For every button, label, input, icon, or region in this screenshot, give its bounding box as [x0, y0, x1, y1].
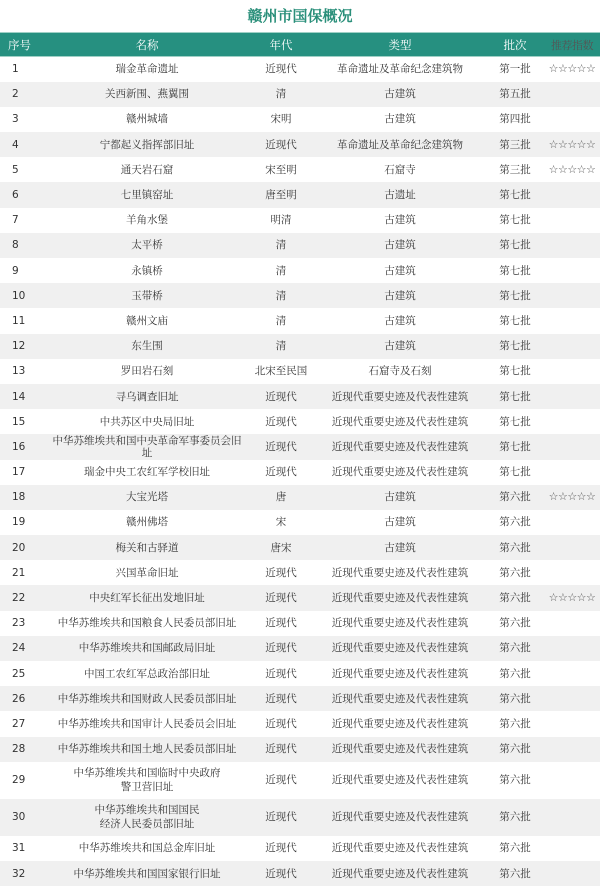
cell-type: 近现代重要史迹及代表性建筑	[331, 415, 469, 428]
cell-type: 古建筑	[384, 264, 416, 277]
table-row	[0, 485, 600, 510]
cell-rating-stars-icon	[544, 686, 600, 711]
cell-name: 中华苏维埃共和国邮政局旧址	[78, 642, 216, 655]
cell-name: 罗田岩石刻	[120, 365, 174, 378]
cell-no: 12	[12, 340, 26, 353]
cell-no: 16	[12, 440, 26, 453]
cell-era: 近现代	[265, 566, 297, 579]
cell-batch: 第六批	[499, 516, 531, 529]
cell-rating-stars-icon	[544, 737, 600, 762]
cell-era: 近现代	[265, 592, 297, 605]
cell-type: 近现代重要史迹及代表性建筑	[331, 667, 469, 680]
cell-type: 石窟寺	[384, 163, 416, 176]
cell-name: 瑞金革命遗址	[115, 63, 179, 76]
cell-era: 宋	[275, 516, 287, 529]
cell-era: 近现代	[265, 667, 297, 680]
cell-era: 清	[275, 340, 287, 353]
cell-no: 20	[12, 541, 26, 554]
cell-name: 通天岩石窟	[120, 163, 174, 176]
cell-name	[46, 762, 248, 799]
cell-name: 太平桥	[131, 239, 163, 252]
cell-name: 关西新围、燕翼围	[105, 88, 189, 101]
cell-name: 七里镇窑址	[120, 189, 174, 202]
cell-batch: 第六批	[499, 541, 531, 554]
cell-batch: 第六批	[499, 692, 531, 705]
table-body	[0, 57, 600, 887]
cell-era: 唐至明	[265, 189, 297, 202]
cell-rating-stars-icon	[544, 560, 600, 585]
cell-name: 玉带桥	[131, 289, 163, 302]
cell-type: 近现代重要史迹及代表性建筑	[331, 566, 469, 579]
cell-no: 7	[12, 214, 19, 227]
cell-name: 中华苏维埃共和国总金库旧址	[78, 842, 216, 855]
cell-rating-stars-icon: ☆☆☆☆☆	[548, 591, 596, 605]
table-row	[0, 585, 600, 610]
cell-era: 清	[275, 289, 287, 302]
cell-no: 23	[12, 617, 26, 630]
cell-name-line1: 中华苏维埃共和国国民	[94, 804, 200, 817]
cell-era: 近现代	[265, 466, 297, 479]
cell-no: 24	[12, 642, 26, 655]
cell-batch: 第七批	[499, 340, 531, 353]
cell-name: 中华苏维埃共和国财政人民委员部旧址	[57, 692, 237, 705]
table-row	[0, 359, 600, 384]
cell-era: 宋至明	[265, 163, 297, 176]
cell-name: 中共苏区中央局旧址	[99, 415, 195, 428]
table-row	[0, 384, 600, 409]
table-row	[0, 711, 600, 736]
table-row	[0, 836, 600, 861]
cell-rating-stars-icon	[544, 107, 600, 132]
cell-rating-stars-icon	[544, 283, 600, 308]
cell-type: 古建筑	[384, 491, 416, 504]
table-row	[0, 308, 600, 333]
cell-batch: 第六批	[499, 867, 531, 880]
cell-type: 近现代重要史迹及代表性建筑	[331, 717, 469, 730]
cell-era: 宋明	[270, 113, 292, 126]
cell-no: 18	[12, 491, 26, 504]
cell-no: 6	[12, 189, 19, 202]
cell-rating-stars-icon	[544, 334, 600, 359]
cell-rating-stars-icon	[544, 611, 600, 636]
cell-rating-stars-icon	[544, 308, 600, 333]
cell-era: 唐	[275, 491, 287, 504]
table-row	[0, 686, 600, 711]
cell-no: 4	[12, 138, 19, 151]
cell-rating-stars-icon	[544, 359, 600, 384]
table-row	[0, 233, 600, 258]
cell-no: 31	[12, 842, 26, 855]
cell-no: 1	[12, 63, 19, 76]
cell-name: 赣州佛塔	[126, 516, 168, 529]
header-no: 序号	[0, 33, 46, 57]
cell-batch: 第四批	[499, 113, 531, 126]
cell-batch: 第三批	[499, 163, 531, 176]
cell-batch: 第六批	[499, 491, 531, 504]
cell-name: 兴国革命旧址	[115, 566, 179, 579]
cell-no: 13	[12, 365, 26, 378]
table-row	[0, 799, 600, 836]
cell-type: 古建筑	[384, 214, 416, 227]
cell-era: 近现代	[265, 692, 297, 705]
cell-batch: 第七批	[499, 214, 531, 227]
table-row	[0, 636, 600, 661]
cell-no: 28	[12, 743, 26, 756]
cell-type: 近现代重要史迹及代表性建筑	[331, 642, 469, 655]
cell-rating-stars-icon	[544, 799, 600, 836]
cell-no: 32	[12, 867, 26, 880]
table-row	[0, 334, 600, 359]
cell-name: 大宝光塔	[126, 491, 168, 504]
cell-era: 近现代	[265, 415, 297, 428]
cell-batch: 第六批	[499, 743, 531, 756]
heritage-table	[0, 32, 600, 886]
table-row	[0, 611, 600, 636]
cell-rating-stars-icon	[544, 460, 600, 485]
cell-batch: 第七批	[499, 264, 531, 277]
cell-type: 近现代重要史迹及代表性建筑	[331, 466, 469, 479]
cell-batch: 第三批	[499, 138, 531, 151]
cell-no: 19	[12, 516, 26, 529]
cell-type: 古遗址	[384, 189, 416, 202]
cell-era: 近现代	[265, 774, 297, 787]
cell-type: 古建筑	[384, 289, 416, 302]
cell-batch: 第六批	[499, 774, 531, 787]
header-type: 类型	[314, 33, 486, 57]
cell-era: 北宋至民国	[254, 365, 308, 378]
table-row	[0, 762, 600, 799]
cell-name: 梅关和古驿道	[115, 541, 179, 554]
cell-name: 赣州文庙	[126, 314, 168, 327]
cell-era: 清	[275, 239, 287, 252]
cell-name	[46, 799, 248, 836]
cell-no: 5	[12, 163, 19, 176]
cell-batch: 第六批	[499, 842, 531, 855]
table-row	[0, 157, 600, 182]
cell-type: 近现代重要史迹及代表性建筑	[331, 811, 469, 824]
cell-no: 14	[12, 390, 26, 403]
table-row	[0, 737, 600, 762]
cell-name-line2: 经济人民委员部旧址	[99, 818, 195, 831]
cell-no: 26	[12, 692, 26, 705]
cell-batch: 第七批	[499, 466, 531, 479]
cell-rating-stars-icon: ☆☆☆☆☆	[548, 490, 596, 504]
cell-rating-stars-icon	[544, 384, 600, 409]
table-row	[0, 182, 600, 207]
table-row	[0, 560, 600, 585]
cell-rating-stars-icon	[544, 233, 600, 258]
cell-batch: 第六批	[499, 667, 531, 680]
cell-era: 近现代	[265, 440, 297, 453]
header-name: 名称	[46, 33, 248, 57]
page-title: 赣州市国保概况	[247, 7, 353, 25]
cell-era: 清	[275, 314, 287, 327]
cell-name: 瑞金中央工农红军学校旧址	[84, 466, 210, 479]
cell-type: 古建筑	[384, 516, 416, 529]
cell-rating-stars-icon	[544, 409, 600, 434]
cell-batch: 第七批	[499, 365, 531, 378]
cell-batch: 第七批	[499, 189, 531, 202]
cell-no: 30	[12, 811, 26, 824]
cell-type: 古建筑	[384, 239, 416, 252]
cell-no: 17	[12, 466, 26, 479]
cell-type: 近现代重要史迹及代表性建筑	[331, 390, 469, 403]
cell-batch: 第六批	[499, 642, 531, 655]
cell-no: 21	[12, 566, 26, 579]
table-row	[0, 434, 600, 459]
cell-rating-stars-icon	[544, 762, 600, 799]
cell-rating-stars-icon	[544, 182, 600, 207]
cell-era: 近现代	[265, 642, 297, 655]
table-row	[0, 661, 600, 686]
cell-no: 29	[12, 774, 26, 787]
table-row	[0, 132, 600, 157]
cell-rating-stars-icon: ☆☆☆☆☆	[548, 137, 596, 151]
cell-name: 永镇桥	[131, 264, 163, 277]
table-row	[0, 861, 600, 886]
cell-type: 近现代重要史迹及代表性建筑	[331, 743, 469, 756]
cell-rating-stars-icon	[544, 636, 600, 661]
table-header-row	[0, 33, 600, 57]
cell-rating-stars-icon	[544, 82, 600, 107]
cell-no: 15	[12, 415, 26, 428]
cell-no: 8	[12, 239, 19, 252]
cell-era: 近现代	[265, 138, 297, 151]
cell-rating-stars-icon	[544, 861, 600, 886]
table-row	[0, 258, 600, 283]
cell-rating-stars-icon	[544, 208, 600, 233]
cell-type: 古建筑	[384, 88, 416, 101]
cell-type: 古建筑	[384, 113, 416, 126]
cell-batch: 第七批	[499, 239, 531, 252]
cell-era: 近现代	[265, 867, 297, 880]
cell-batch: 第六批	[499, 592, 531, 605]
cell-era: 近现代	[265, 811, 297, 824]
cell-era: 近现代	[265, 390, 297, 403]
cell-batch: 第七批	[499, 440, 531, 453]
cell-batch: 第一批	[499, 63, 531, 76]
cell-name: 东生围	[131, 340, 163, 353]
cell-batch: 第七批	[499, 390, 531, 403]
table-row	[0, 283, 600, 308]
cell-type: 革命遗址及革命纪念建筑物	[337, 138, 463, 151]
cell-batch: 第六批	[499, 566, 531, 579]
cell-era: 近现代	[265, 617, 297, 630]
cell-rating-stars-icon	[544, 711, 600, 736]
cell-type: 近现代重要史迹及代表性建筑	[331, 617, 469, 630]
table-row	[0, 208, 600, 233]
cell-name-line1: 中华苏维埃共和国临时中央政府	[73, 767, 221, 780]
cell-rating-stars-icon	[544, 535, 600, 560]
cell-era: 唐宋	[270, 541, 292, 554]
cell-batch: 第七批	[499, 415, 531, 428]
table-row	[0, 107, 600, 132]
cell-no: 27	[12, 717, 26, 730]
cell-rating-stars-icon	[544, 661, 600, 686]
cell-name: 羊角水堡	[126, 214, 168, 227]
cell-rating-stars-icon	[544, 434, 600, 459]
cell-no: 3	[12, 113, 19, 126]
cell-no: 2	[12, 88, 19, 101]
cell-era: 清	[275, 264, 287, 277]
cell-type: 古建筑	[384, 340, 416, 353]
cell-no: 9	[12, 264, 19, 277]
cell-name: 中华苏维埃共和国土地人民委员部旧址	[57, 743, 237, 756]
cell-era: 近现代	[265, 842, 297, 855]
cell-type: 古建筑	[384, 541, 416, 554]
cell-name: 中华苏维埃共和国审计人民委员会旧址	[57, 717, 237, 730]
cell-no: 11	[12, 314, 26, 327]
cell-batch: 第六批	[499, 717, 531, 730]
cell-batch: 第六批	[499, 811, 531, 824]
header-batch: 批次	[486, 33, 544, 57]
table-row	[0, 535, 600, 560]
cell-rating-stars-icon	[544, 258, 600, 283]
cell-era: 明清	[270, 214, 292, 227]
cell-batch: 第七批	[499, 289, 531, 302]
cell-name: 宁都起义指挥部旧址	[99, 138, 195, 151]
cell-type: 革命遗址及革命纪念建筑物	[337, 63, 463, 76]
cell-name: 中国工农红军总政治部旧址	[84, 667, 210, 680]
cell-type: 近现代重要史迹及代表性建筑	[331, 842, 469, 855]
table-row	[0, 409, 600, 434]
cell-batch: 第五批	[499, 88, 531, 101]
cell-name: 寻乌调查旧址	[115, 390, 179, 403]
cell-type: 近现代重要史迹及代表性建筑	[331, 692, 469, 705]
cell-era: 近现代	[265, 63, 297, 76]
cell-type: 近现代重要史迹及代表性建筑	[331, 592, 469, 605]
table-row	[0, 460, 600, 485]
cell-era: 清	[275, 88, 287, 101]
cell-batch: 第六批	[499, 617, 531, 630]
cell-rating-stars-icon	[544, 836, 600, 861]
cell-rating-stars-icon: ☆☆☆☆☆	[548, 162, 596, 176]
cell-no: 10	[12, 289, 26, 302]
cell-type: 近现代重要史迹及代表性建筑	[331, 867, 469, 880]
cell-no: 25	[12, 667, 26, 680]
cell-batch: 第七批	[499, 314, 531, 327]
cell-type: 近现代重要史迹及代表性建筑	[331, 440, 469, 453]
cell-type: 近现代重要史迹及代表性建筑	[331, 774, 469, 787]
cell-era: 近现代	[265, 717, 297, 730]
cell-rating-stars-icon	[544, 510, 600, 535]
cell-name-line2: 警卫营旧址	[120, 781, 174, 794]
cell-era: 近现代	[265, 743, 297, 756]
table-row	[0, 82, 600, 107]
table-row	[0, 510, 600, 535]
cell-name: 中华苏维埃共和国粮食人民委员部旧址	[57, 617, 237, 630]
cell-name: 赣州城墙	[126, 113, 168, 126]
cell-type: 石窟寺及石刻	[368, 365, 432, 378]
cell-name: 中华苏维埃共和国中央革命军事委员会旧址	[52, 434, 242, 459]
table-row	[0, 57, 600, 82]
cell-name: 中央红军长征出发地旧址	[89, 592, 205, 605]
header-rating: 推荐指数	[544, 33, 600, 57]
cell-type: 古建筑	[384, 314, 416, 327]
cell-rating-stars-icon: ☆☆☆☆☆	[548, 62, 596, 76]
header-era: 年代	[248, 33, 314, 57]
cell-no: 22	[12, 592, 26, 605]
cell-name: 中华苏维埃共和国国家银行旧址	[73, 867, 221, 880]
